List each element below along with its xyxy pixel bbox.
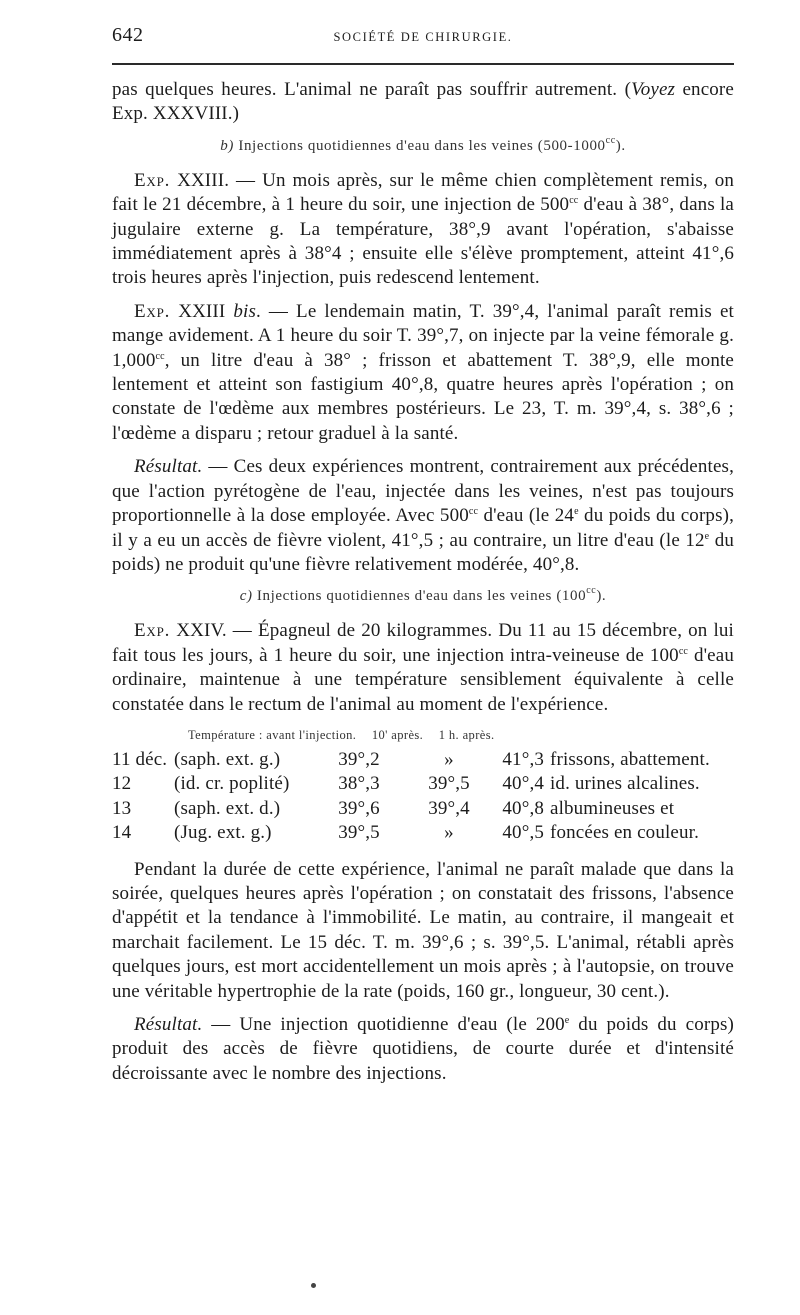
temperature-table	[112, 748, 734, 846]
row-date: 13	[112, 797, 132, 819]
paragraph-exp-xxiii-bis: Exp. XXIII bis. — Le lendemain matin, T. 39°,4, l'animal paraît remis et mange avidement. A 1 heure du soir T. 39°,7, on injecte par la veine fémorale g. 1,000$^{cc}$, un litre d'eau à 38° ; frisson et abattement T. 38°,9, elle monte lentement et atteint son fastigium 40°,8, quatre heures après l'opération ; on constate de l'œdème aux membres postérieurs. Le 23, T. m. 39°,4, s. 38°,6 ; l'œdème a disparu ; retour graduel à la santé.	[112, 300, 734, 444]
row-vein: (Jug. ext. g.)	[174, 822, 272, 844]
paragraph-continued: pas quelques heures. L'animal ne paraît pas souffrir autrement. (Voyez encore Exp. XXXVIII.)	[112, 79, 734, 125]
row-note: id. urines alcalines.	[550, 773, 700, 795]
row-temp-before: 38°,3	[338, 773, 380, 795]
page-body	[112, 78, 734, 1095]
running-title: SOCIÉTÉ DE CHIRURGIE.	[333, 30, 513, 44]
paragraph-result-1: Résultat. — Ces deux expériences montrent, contrairement aux précédentes, que l'action pyrétogène de l'eau, injectée dans les veines, n'est pas toujours proportionnelle à la dose employée. Avec $500^{cc}$ d'eau (le 24e du poids du corps), il y a eu un accès de fièvre violent, 41°,5 ; au contraire, un litre d'eau (le 12e du poids) ne produit qu'une fièvre relativement modérée, 40°,8.	[112, 456, 735, 575]
page-number: 642	[112, 24, 144, 46]
row-date: 14	[112, 822, 132, 844]
paragraph-result-2: Résultat. — Une injection quotidienne d'eau (le 200e du poids du corps) produit des accès de fièvre quotidiens, de courte durée et d'intensité décroissante avec le nombre des injections.	[112, 1014, 734, 1084]
row-temp-10min: »	[444, 822, 454, 844]
row-note: foncées en couleur.	[550, 822, 699, 844]
row-temp-1h: 40°,5	[502, 822, 544, 844]
section-heading-c: c) Injections quotidiennes d'eau dans les veines $(100^{cc})$.	[239, 585, 607, 605]
row-temp-before: 39°,6	[338, 797, 380, 819]
row-temp-1h: 40°,8	[502, 797, 544, 819]
header-rule	[112, 63, 734, 65]
table-header-before: Température : avant l'injection.	[188, 727, 357, 742]
table-row	[112, 748, 734, 772]
paragraph-exp-xxiii: Exp. XXIII. — Un mois après, sur le même chien complètement remis, on fait le 21 décembre, à 1 heure du soir, une injection de $500^{cc}$ d'eau à 38°, dans la jugulaire externe g. La température, 38°,9 avant l'opération, s'abaisse immédiatement après à 38°4 ; ensuite elle s'élève promptement, atteint 41°,6 trois heures après l'injection, puis redescend lentement.	[112, 169, 734, 289]
table-header	[112, 727, 734, 743]
row-temp-1h: 41°,3	[502, 748, 544, 770]
row-temp-10min: »	[444, 748, 454, 770]
table-row	[112, 821, 734, 845]
table-row	[112, 797, 734, 821]
row-vein: (saph. ext. g.)	[174, 748, 281, 770]
row-date: 12	[112, 773, 132, 795]
row-vein: (id. cr. poplité)	[174, 773, 290, 795]
paragraph-observations: Pendant la durée de cette expérience, l'animal ne paraît malade que dans la soirée, quelques heures après l'opération ; on constatait des frissons, l'absence d'appétit et la tendance à l'immobilité. Le matin, au contraire, il mangeait et marchait facilement. Le 15 déc. T. m. 39°,6 ; s. 39°,5. L'animal, rétabli après quelques jours, est mort accidentellement un mois après ; à l'autopsie, on trouve une véritable hypertrophie de la rate (poids, 160 gr., longueur, 30 cent.).	[112, 858, 734, 1002]
row-date: 11 déc.	[112, 748, 168, 770]
row-temp-10min: 39°,5	[428, 773, 470, 795]
table-header-10min: 10' après.	[371, 727, 424, 742]
table-row	[112, 772, 734, 796]
row-temp-10min: 39°,4	[428, 797, 470, 819]
print-speck	[311, 1283, 316, 1288]
row-temp-before: 39°,5	[338, 822, 380, 844]
row-note: albumineuses et	[550, 797, 675, 819]
table-header-1h: 1 h. après.	[438, 727, 495, 742]
row-temp-before: 39°,2	[338, 748, 380, 770]
row-temp-1h: 40°,4	[502, 773, 544, 795]
row-vein: (saph. ext. d.)	[174, 797, 281, 819]
page-header	[112, 20, 734, 50]
paragraph-exp-xxiv: Exp. XXIV. — Épagneul de 20 kilogrammes. Du 11 au 15 décembre, on lui fait tous les jours, à 1 heure du soir, une injection intra-veineuse de $100^{cc}$ d'eau ordinaire, maintenue à une température sensiblement équivalente à celle constatée dans le rectum de l'animal au moment de l'expérience.	[112, 620, 734, 715]
section-heading-b: b) Injections quotidiennes d'eau dans les veines $(500-1000^{cc})$.	[220, 134, 626, 154]
row-note: frissons, abattement.	[550, 748, 710, 770]
